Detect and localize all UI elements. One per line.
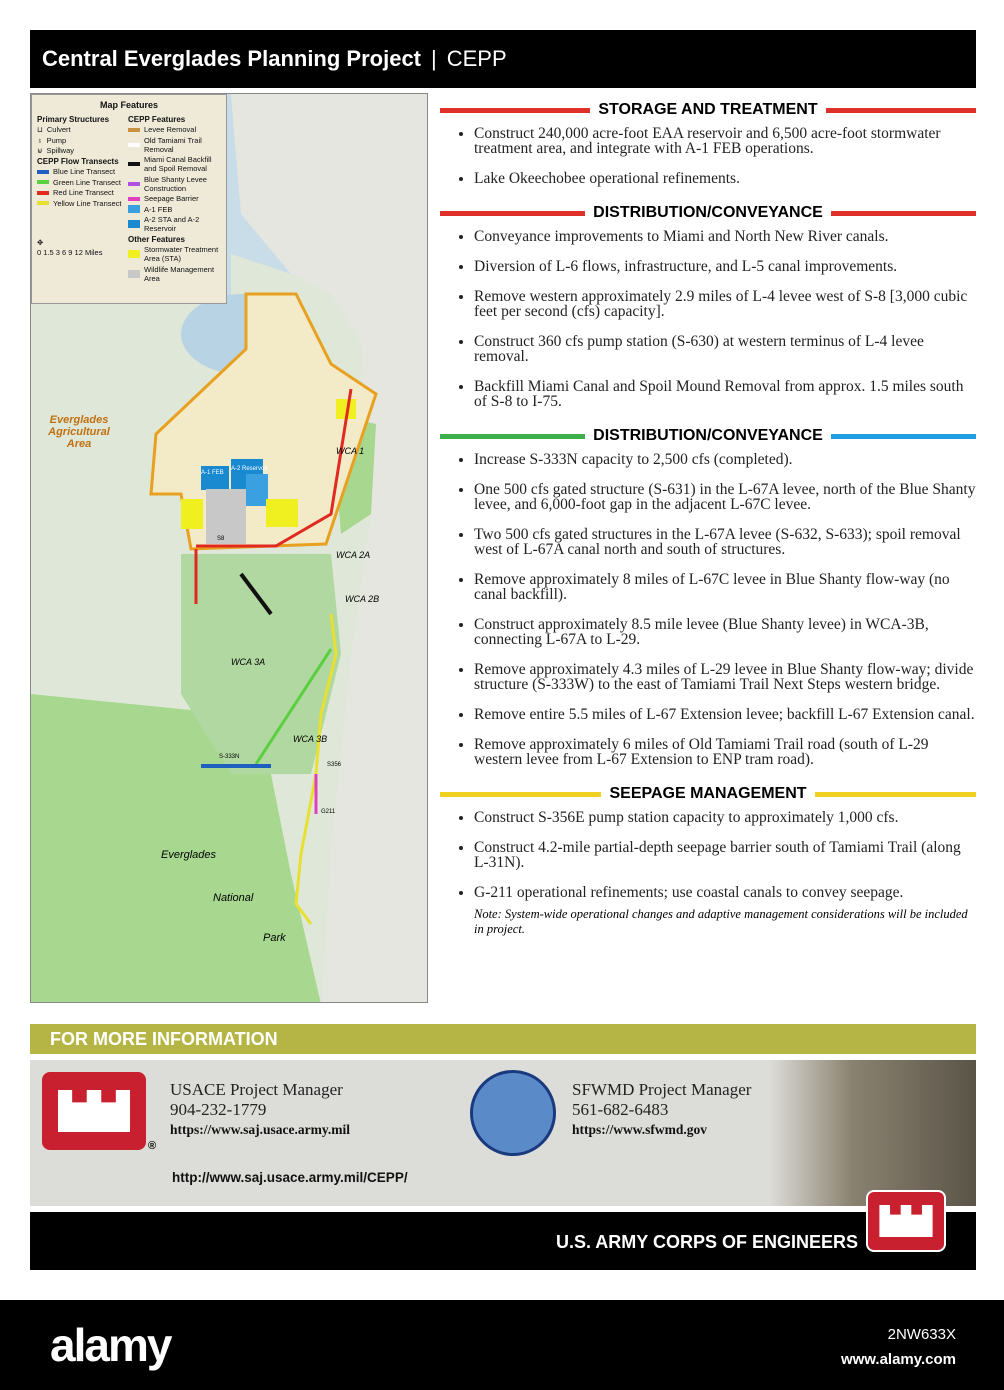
legend-item: Wildlife Management Area	[128, 265, 220, 283]
legend-item: Old Tamiami Trail Removal	[128, 136, 220, 154]
map-legend	[31, 94, 227, 304]
legend-item: Blue Line Transect	[37, 167, 129, 176]
legend-item: A-1 FEB	[128, 205, 220, 214]
title: Central Everglades Planning Project	[42, 46, 422, 71]
park-label: Park	[263, 932, 286, 944]
contact-panel	[30, 1060, 976, 1206]
primary-heading: Primary Structures	[37, 114, 110, 124]
legend-item: Green Line Transect	[37, 178, 129, 187]
legend-item: Yellow Line Transect	[37, 199, 129, 208]
page-header	[30, 30, 976, 88]
list-item: • Conveyance improvements to Miami and North New River canals.	[474, 229, 976, 244]
legend-item: Levee Removal	[128, 125, 220, 134]
project-description	[440, 96, 976, 937]
more-info-banner: FOR MORE INFORMATION	[30, 1024, 976, 1054]
usace-contact	[170, 1080, 350, 1140]
usace-phone: 904-232-1779	[170, 1100, 267, 1119]
cepp-link[interactable]: http://www.saj.usace.army.mil/CEPP/	[172, 1170, 408, 1185]
section-list	[440, 452, 976, 767]
list-item: • Remove entire 5.5 miles of L-67 Extension levee; backfill L-67 Extension canal.	[474, 707, 976, 722]
alamy-id: 2NW633X www.alamy.com	[840, 1326, 956, 1368]
section-title: DISTRIBUTION/CONVEYANCE	[585, 204, 831, 222]
usace-title: USACE Project Manager	[170, 1080, 343, 1099]
list-item: • Increase S-333N capacity to 2,500 cfs (completed).	[474, 452, 976, 467]
usace-castle-logo-small	[866, 1190, 946, 1252]
wca2a-label: WCA 2A	[336, 550, 371, 560]
usace-link[interactable]: https://www.saj.usace.army.mil	[170, 1122, 350, 1137]
list-item: • Remove approximately 4.3 miles of L-29 levee in Blue Shanty flow-way; divide structure (S-333W) to the east of Tamiami Trail Next Steps western bridge.	[474, 662, 976, 692]
org-name: U.S. ARMY CORPS OF ENGINEERS	[555, 1232, 858, 1252]
list-item: • Construct 240,000 acre-foot EAA reservoir and 6,500 acre-foot stormwater treatment area, and integrate with A-1 FEB operations.	[474, 126, 976, 156]
section-list	[440, 229, 976, 409]
cepp-heading: CEPP Features	[128, 114, 186, 124]
s8-label: S8	[217, 536, 225, 542]
legend-item: Seepage Barrier	[128, 194, 220, 203]
list-item: • One 500 cfs gated structure (S-631) in the L-67A levee, north of the Blue Shanty levee, and 6,000-foot gap in the adjacent L-67C levee.	[474, 482, 976, 512]
list-item: • Remove approximately 6 miles of Old Tamiami Trail road (south of L-29 western levee from L-67 Extension to ENP tram road).	[474, 737, 976, 767]
a2-label: A-2 Reservoir	[231, 466, 268, 472]
a1-label: A-1 FEB	[201, 470, 224, 476]
section-list	[440, 126, 976, 186]
list-item: • Diversion of L-6 flows, infrastructure, and L-5 canal improvements.	[474, 259, 976, 274]
flow-heading: CEPP Flow Transects	[37, 156, 119, 166]
everglades-label: Everglades	[161, 849, 217, 861]
legend-item: Red Line Transect	[37, 188, 129, 197]
watermark-strip	[0, 1300, 1004, 1390]
legend-item: Miami Canal Backfill and Spoil Removal	[128, 155, 220, 173]
scale-bar: 0 1.5 3 6 9 12 Miles	[37, 248, 103, 257]
legend-item: A-2 STA and A-2 Reservoir	[128, 215, 220, 233]
list-item: • Construct 360 cfs pump station (S-630) at western terminus of L-4 levee removal.	[474, 334, 976, 364]
compass-icon: ✥	[37, 237, 44, 247]
pump-icon: ♁	[37, 135, 43, 145]
spillway-icon: ⊌	[37, 146, 43, 155]
s333n-label: S-333N	[219, 754, 240, 760]
list-item: • Backfill Miami Canal and Spoil Mound Removal from approx. 1.5 miles south of S-8 to I-75.	[474, 379, 976, 409]
alamy-logo: alamy	[50, 1319, 171, 1371]
note: Note: System-wide operational changes and adaptive management considerations will be included in project.	[474, 907, 968, 936]
section-title: SEEPAGE MANAGEMENT	[601, 785, 814, 803]
separator: |	[431, 46, 437, 71]
pump-item: ♁ Pump	[37, 135, 67, 145]
culvert-item: ⊔ Culvert	[37, 125, 71, 134]
usace-castle-logo	[42, 1072, 146, 1150]
abbr: CEPP	[446, 46, 507, 71]
legend-item: Blue Shanty Levee Construction	[128, 175, 220, 193]
section-header	[440, 424, 976, 448]
registered-mark: ®	[148, 1140, 157, 1152]
list-item: • Construct S-356E pump station capacity to approximately 1,000 cfs.	[474, 810, 976, 825]
wca2b-label: WCA 2B	[345, 594, 380, 604]
list-item: • Remove western approximately 2.9 miles of L-4 levee west of S-8 [3,000 cubic feet per second (cfs) capacity].	[474, 289, 976, 319]
section-list	[440, 810, 976, 900]
g211-label: G211	[321, 809, 336, 815]
list-item: • G-211 operational refinements; use coastal canals to convey seepage.	[474, 885, 976, 900]
list-item: • Lake Okeechobee operational refinements.	[474, 171, 976, 186]
spillway-item: ⊌ Spillway	[37, 146, 75, 155]
list-item: • Construct 4.2-mile partial-depth seepage barrier south of Tamiami Trail (along L-31N).	[474, 840, 976, 870]
project-map	[30, 93, 428, 1003]
other-heading: Other Features	[128, 234, 185, 244]
wca3b-label: WCA 3B	[293, 734, 328, 744]
legend-title: Map Features	[99, 100, 159, 110]
list-item: • Two 500 cfs gated structures in the L-67A levee (S-632, S-633); spoil removal west of L-67A canal north and south of structures.	[474, 527, 976, 557]
section-header	[440, 201, 976, 225]
section-header	[440, 98, 976, 122]
footer-bar	[30, 1212, 976, 1270]
list-item: • Remove approximately 8 miles of L-67C levee in Blue Shanty flow-way (no canal backfill).	[474, 572, 976, 602]
wca3a-label: WCA 3A	[231, 657, 266, 667]
legend-item: Stormwater Treatment Area (STA)	[128, 245, 220, 263]
section-header	[440, 782, 976, 806]
alligator-photo	[770, 1060, 976, 1206]
section-title: STORAGE AND TREATMENT	[590, 101, 825, 119]
sfwmd-contact	[572, 1080, 751, 1140]
national-label: National	[213, 892, 254, 904]
section-title: DISTRIBUTION/CONVEYANCE	[585, 427, 831, 445]
culvert-icon: ⊔	[37, 125, 43, 134]
sfwmd-title: SFWMD Project Manager	[572, 1080, 752, 1099]
sfwmd-seal-logo	[470, 1070, 556, 1156]
sfwmd-phone: 561-682-6483	[572, 1100, 669, 1119]
sfwmd-link[interactable]: https://www.sfwmd.gov	[572, 1122, 708, 1137]
list-item: • Construct approximately 8.5 mile levee (Blue Shanty levee) in WCA-3B, connecting L-67A to L-29.	[474, 617, 976, 647]
s356-label: S356	[327, 762, 342, 768]
eaa-label: Everglades Agricultural Area	[48, 414, 110, 450]
wca1-label: WCA 1	[336, 446, 365, 456]
